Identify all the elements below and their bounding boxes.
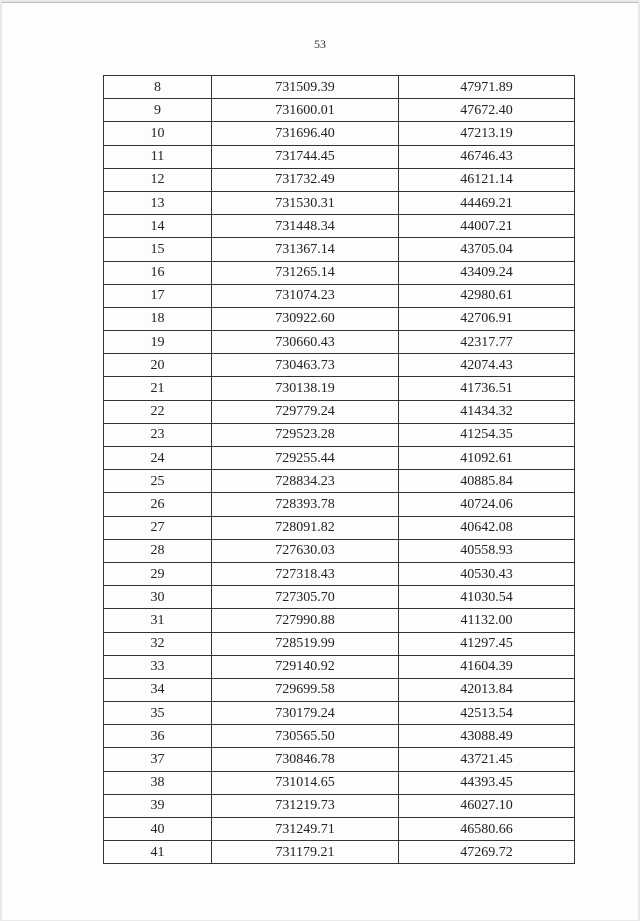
table-row xyxy=(104,586,575,609)
x-coordinate-cell: 729779.24 xyxy=(212,400,399,423)
point-number-cell: 32 xyxy=(104,632,212,655)
document-page xyxy=(2,2,638,920)
x-coordinate-cell: 729699.58 xyxy=(212,678,399,701)
table-row xyxy=(104,238,575,261)
page-number: 53 xyxy=(314,37,326,51)
point-number-cell: 15 xyxy=(104,238,212,261)
y-coordinate-cell: 44469.21 xyxy=(399,191,575,214)
point-number-cell: 18 xyxy=(104,307,212,330)
x-coordinate-cell: 731074.23 xyxy=(212,284,399,307)
point-number-cell: 40 xyxy=(104,818,212,841)
table-row xyxy=(104,493,575,516)
x-coordinate-cell: 730179.24 xyxy=(212,702,399,725)
x-coordinate-cell: 727305.70 xyxy=(212,586,399,609)
x-coordinate-cell: 730565.50 xyxy=(212,725,399,748)
table-row xyxy=(104,76,575,99)
point-number-cell: 17 xyxy=(104,284,212,307)
table-row xyxy=(104,841,575,864)
point-number-cell: 20 xyxy=(104,354,212,377)
table-row xyxy=(104,470,575,493)
table-row xyxy=(104,702,575,725)
y-coordinate-cell: 40724.06 xyxy=(399,493,575,516)
x-coordinate-cell: 729255.44 xyxy=(212,447,399,470)
y-coordinate-cell: 41297.45 xyxy=(399,632,575,655)
point-number-cell: 35 xyxy=(104,702,212,725)
point-number-cell: 30 xyxy=(104,586,212,609)
x-coordinate-cell: 730846.78 xyxy=(212,748,399,771)
y-coordinate-cell: 42706.91 xyxy=(399,307,575,330)
point-number-cell: 23 xyxy=(104,423,212,446)
y-coordinate-cell: 46027.10 xyxy=(399,794,575,817)
x-coordinate-cell: 731367.14 xyxy=(212,238,399,261)
point-number-cell: 25 xyxy=(104,470,212,493)
y-coordinate-cell: 40885.84 xyxy=(399,470,575,493)
table-row xyxy=(104,400,575,423)
y-coordinate-cell: 41030.54 xyxy=(399,586,575,609)
table-row xyxy=(104,423,575,446)
table-row xyxy=(104,725,575,748)
x-coordinate-cell: 730463.73 xyxy=(212,354,399,377)
x-coordinate-cell: 731509.39 xyxy=(212,76,399,99)
table-row xyxy=(104,354,575,377)
table-row xyxy=(104,609,575,632)
x-coordinate-cell: 730138.19 xyxy=(212,377,399,400)
table-row xyxy=(104,516,575,539)
table-row xyxy=(104,215,575,238)
y-coordinate-cell: 46121.14 xyxy=(399,168,575,191)
coordinate-table-body xyxy=(104,76,575,864)
table-row xyxy=(104,377,575,400)
point-number-cell: 8 xyxy=(104,76,212,99)
y-coordinate-cell: 41604.39 xyxy=(399,655,575,678)
x-coordinate-cell: 727990.88 xyxy=(212,609,399,632)
y-coordinate-cell: 41434.32 xyxy=(399,400,575,423)
y-coordinate-cell: 40530.43 xyxy=(399,562,575,585)
x-coordinate-cell: 731696.40 xyxy=(212,122,399,145)
table-row xyxy=(104,168,575,191)
y-coordinate-cell: 43088.49 xyxy=(399,725,575,748)
x-coordinate-cell: 731448.34 xyxy=(212,215,399,238)
table-row xyxy=(104,655,575,678)
y-coordinate-cell: 44007.21 xyxy=(399,215,575,238)
y-coordinate-cell: 47971.89 xyxy=(399,76,575,99)
point-number-cell: 34 xyxy=(104,678,212,701)
table-row xyxy=(104,539,575,562)
point-number-cell: 31 xyxy=(104,609,212,632)
y-coordinate-cell: 42513.54 xyxy=(399,702,575,725)
x-coordinate-cell: 727630.03 xyxy=(212,539,399,562)
table-row xyxy=(104,99,575,122)
table-row xyxy=(104,145,575,168)
y-coordinate-cell: 43705.04 xyxy=(399,238,575,261)
table-row xyxy=(104,447,575,470)
point-number-cell: 21 xyxy=(104,377,212,400)
table-row xyxy=(104,632,575,655)
point-number-cell: 33 xyxy=(104,655,212,678)
table-row xyxy=(104,284,575,307)
table-row xyxy=(104,748,575,771)
point-number-cell: 11 xyxy=(104,145,212,168)
x-coordinate-cell: 731744.45 xyxy=(212,145,399,168)
point-number-cell: 36 xyxy=(104,725,212,748)
x-coordinate-cell: 731249.71 xyxy=(212,818,399,841)
point-number-cell: 10 xyxy=(104,122,212,145)
x-coordinate-cell: 728519.99 xyxy=(212,632,399,655)
y-coordinate-cell: 42980.61 xyxy=(399,284,575,307)
table-row xyxy=(104,678,575,701)
x-coordinate-cell: 731014.65 xyxy=(212,771,399,794)
y-coordinate-cell: 47213.19 xyxy=(399,122,575,145)
point-number-cell: 13 xyxy=(104,191,212,214)
x-coordinate-cell: 731265.14 xyxy=(212,261,399,284)
y-coordinate-cell: 41092.61 xyxy=(399,447,575,470)
point-number-cell: 16 xyxy=(104,261,212,284)
table-row xyxy=(104,771,575,794)
x-coordinate-cell: 731600.01 xyxy=(212,99,399,122)
y-coordinate-cell: 44393.45 xyxy=(399,771,575,794)
table-row xyxy=(104,307,575,330)
point-number-cell: 39 xyxy=(104,794,212,817)
table-row xyxy=(104,261,575,284)
x-coordinate-cell: 727318.43 xyxy=(212,562,399,585)
table-row xyxy=(104,794,575,817)
x-coordinate-cell: 731219.73 xyxy=(212,794,399,817)
point-number-cell: 24 xyxy=(104,447,212,470)
table-row xyxy=(104,818,575,841)
y-coordinate-cell: 40642.08 xyxy=(399,516,575,539)
point-number-cell: 27 xyxy=(104,516,212,539)
y-coordinate-cell: 41132.00 xyxy=(399,609,575,632)
table-row xyxy=(104,562,575,585)
point-number-cell: 19 xyxy=(104,331,212,354)
point-number-cell: 26 xyxy=(104,493,212,516)
x-coordinate-cell: 730660.43 xyxy=(212,331,399,354)
x-coordinate-cell: 728834.23 xyxy=(212,470,399,493)
y-coordinate-cell: 42013.84 xyxy=(399,678,575,701)
y-coordinate-cell: 47269.72 xyxy=(399,841,575,864)
y-coordinate-cell: 47672.40 xyxy=(399,99,575,122)
coordinate-table xyxy=(103,75,575,864)
x-coordinate-cell: 731179.21 xyxy=(212,841,399,864)
point-number-cell: 14 xyxy=(104,215,212,238)
y-coordinate-cell: 41254.35 xyxy=(399,423,575,446)
point-number-cell: 12 xyxy=(104,168,212,191)
point-number-cell: 28 xyxy=(104,539,212,562)
y-coordinate-cell: 43721.45 xyxy=(399,748,575,771)
x-coordinate-cell: 729523.28 xyxy=(212,423,399,446)
x-coordinate-cell: 728091.82 xyxy=(212,516,399,539)
point-number-cell: 38 xyxy=(104,771,212,794)
y-coordinate-cell: 42317.77 xyxy=(399,331,575,354)
x-coordinate-cell: 731530.31 xyxy=(212,191,399,214)
point-number-cell: 37 xyxy=(104,748,212,771)
table-row xyxy=(104,122,575,145)
y-coordinate-cell: 46746.43 xyxy=(399,145,575,168)
point-number-cell: 41 xyxy=(104,841,212,864)
y-coordinate-cell: 42074.43 xyxy=(399,354,575,377)
point-number-cell: 22 xyxy=(104,400,212,423)
x-coordinate-cell: 731732.49 xyxy=(212,168,399,191)
table-row xyxy=(104,331,575,354)
x-coordinate-cell: 730922.60 xyxy=(212,307,399,330)
y-coordinate-cell: 43409.24 xyxy=(399,261,575,284)
y-coordinate-cell: 41736.51 xyxy=(399,377,575,400)
y-coordinate-cell: 46580.66 xyxy=(399,818,575,841)
point-number-cell: 9 xyxy=(104,99,212,122)
point-number-cell: 29 xyxy=(104,562,212,585)
table-row xyxy=(104,191,575,214)
y-coordinate-cell: 40558.93 xyxy=(399,539,575,562)
x-coordinate-cell: 728393.78 xyxy=(212,493,399,516)
x-coordinate-cell: 729140.92 xyxy=(212,655,399,678)
